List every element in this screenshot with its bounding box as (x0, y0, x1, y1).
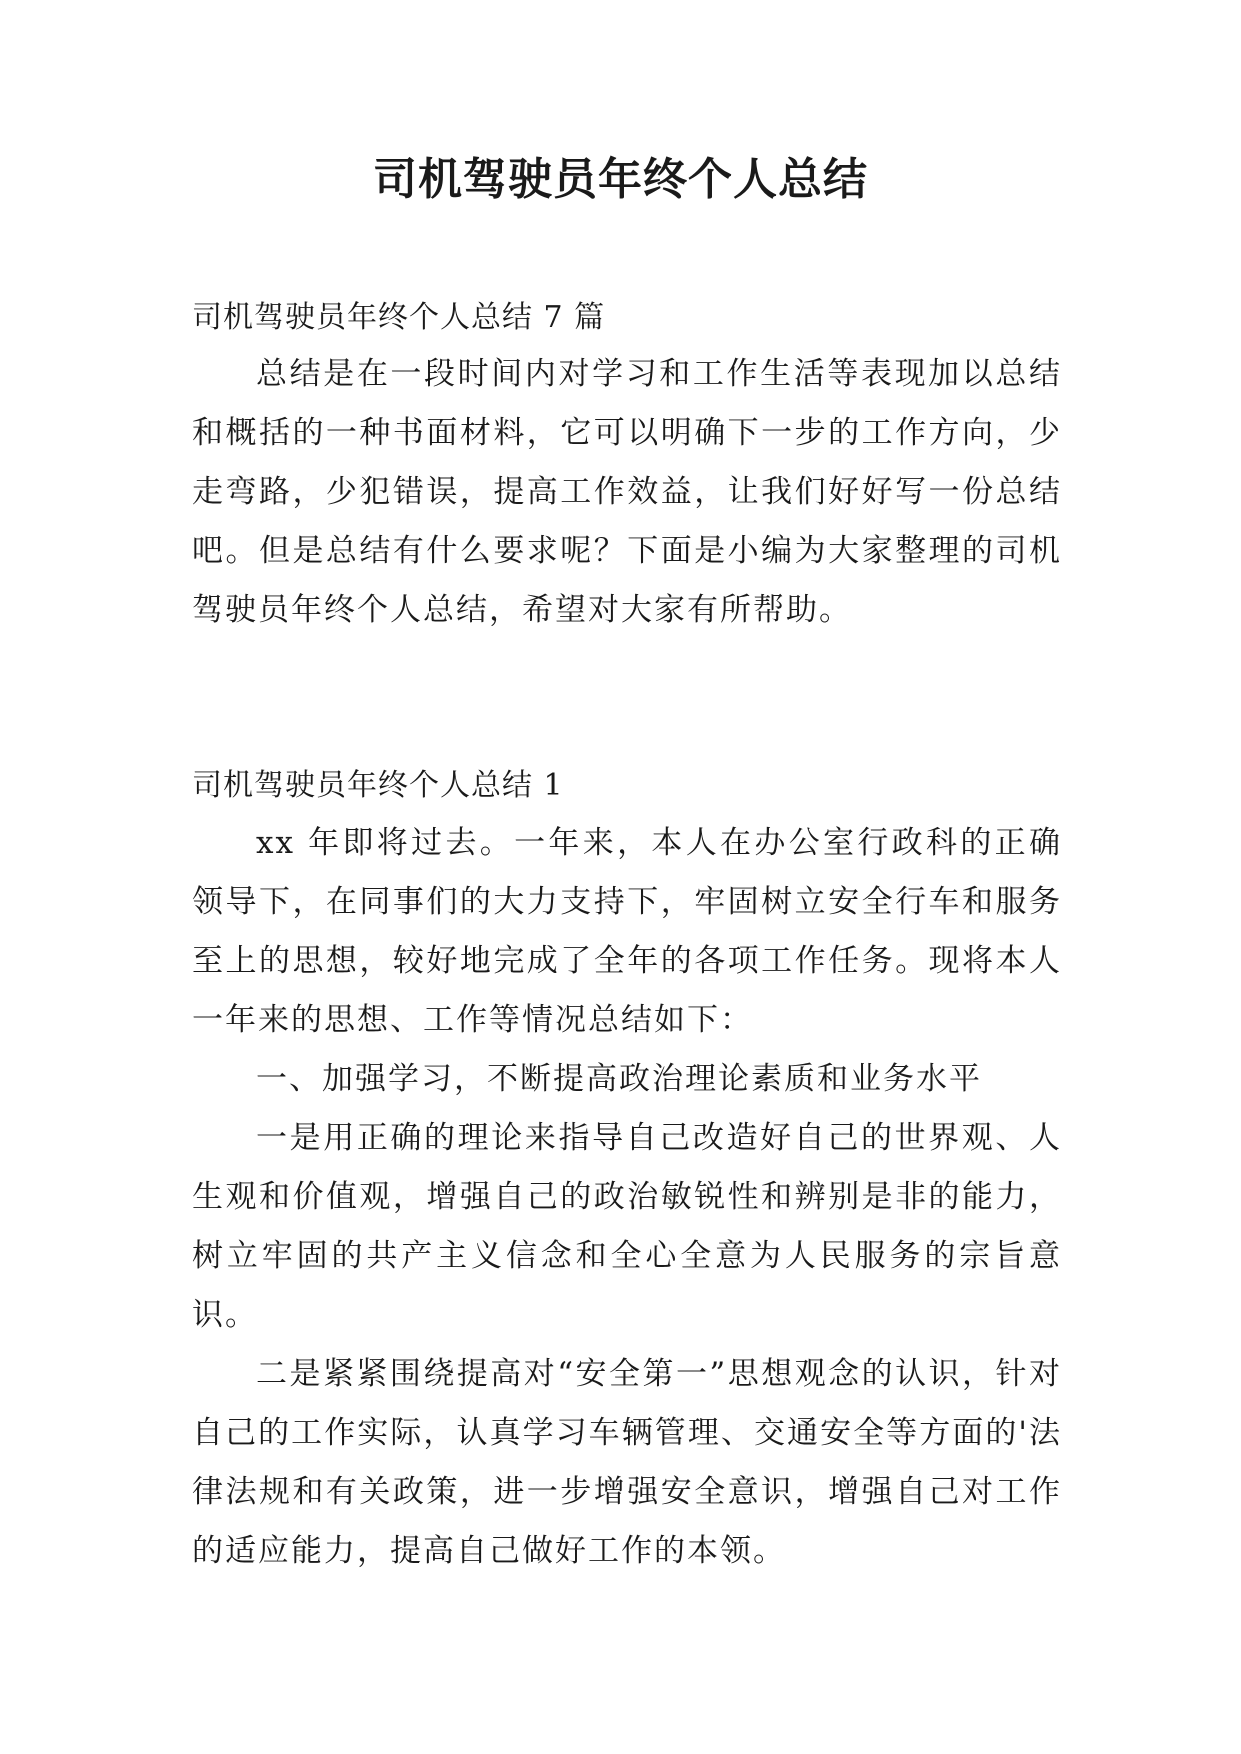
intro-paragraph: 总结是在一段时间内对学习和工作生活等表现加以总结和概括的一种书面材料，它可以明确下一步的工作方向，少走弯路，少犯错误，提高工作效益，让我们好好写一份总结吧。但是总结有什么要求呢？下面是小编为大家整理的司机驾驶员年终个人总结，希望对大家有所帮助。 (192, 356, 1062, 628)
section-heading: 司机驾驶员年终个人总结 1 (192, 768, 564, 803)
document-subtitle: 司机驾驶员年终个人总结 7 篇 (192, 300, 606, 335)
body-paragraph: 一是用正确的理论来指导自己改造好自己的世界观、人生观和价值观，增强自己的政治敏锐性和辨别是非的能力，树立牢固的共产主义信念和全心全意为人民服务的宗旨意识。 (192, 1120, 1062, 1333)
body-paragraph: xx 年即将过去。一年来，本人在办公室行政科的正确领导下，在同事们的大力支持下，牢固树立安全行车和服务至上的思想，较好地完成了全年的各项工作任务。现将本人一年来的思想、工作等情况总结如下： (192, 825, 1062, 1038)
subsection-heading: 一、加强学习，不断提高政治理论素质和业务水平 (256, 1061, 982, 1097)
document-title: 司机驾驶员年终个人总结 (373, 154, 868, 205)
body-paragraph: 二是紧紧围绕提高对“安全第一”思想观念的认识，针对自己的工作实际，认真学习车辆管理、交通安全等方面的'法律法规和有关政策，进一步增强安全意识，增强自己对工作的适应能力，提高自己做好工作的本领。 (192, 1356, 1062, 1569)
